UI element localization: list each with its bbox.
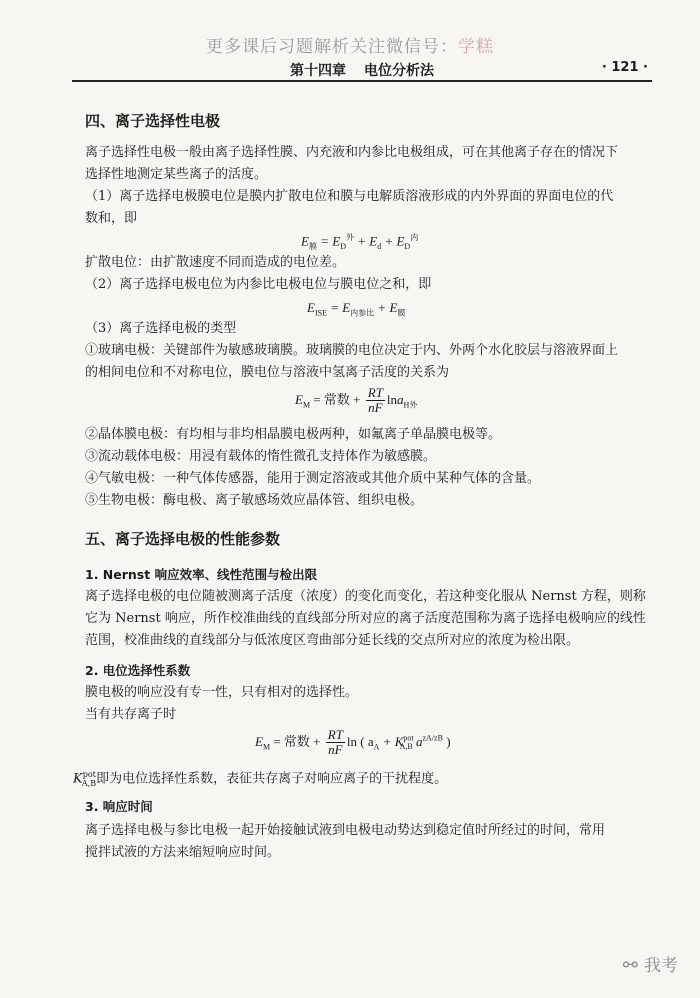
subsection-1-title: 1. Nernst 响应效率、线性范围与检出限 <box>85 567 318 582</box>
paragraph-line: 当有共存离子时 <box>85 707 177 722</box>
paragraph-line: 离子选择性电极一般由离子选择性膜、内充液和内参比电极组成，可在其他离子存在的情况下 <box>85 145 619 160</box>
section-4-title: 四、离子选择性电极 <box>85 112 221 130</box>
watermark: 更多课后习题解析关注微信号：学糕 <box>206 37 494 57</box>
paragraph-line: 搅拌试液的方法来缩短响应时间。 <box>85 845 281 860</box>
paragraph-line: 选择性地测定某些离子的活度。 <box>85 167 268 182</box>
wechat-logo: ⚯ 我考 <box>622 955 678 976</box>
equation-ise-potential: $E_{ISE} = E_{内参比} + E_膜$ <box>307 300 406 318</box>
paragraph-line: 膜电极的响应没有专一性，只有相对的选择性。 <box>85 685 359 700</box>
list-item: ④气敏电极：一种气体传感器，能用于测定溶液或其他介质中某种气体的含量。 <box>85 471 541 486</box>
equation-glass-electrode: $E_M$ = 常数 + $\frac{RT}{nF}$ lna$_{H外}$ <box>295 385 418 416</box>
paragraph-line: （2）离子选择电极电位为内参比电极电位与膜电位之和，即 <box>85 277 432 292</box>
paragraph-line: $K^{pot}_{A,B}$即为电位选择性系数，表征共存离子对响应离子的干扰程度。 <box>73 770 448 788</box>
paragraph-line: 的相间电位和不对称电位，膜电位与溶液中氢离子活度的关系为 <box>85 365 450 380</box>
list-item: ③流动载体电极：用浸有载体的惰性微孔支持体作为敏感膜。 <box>85 449 437 464</box>
equation-membrane-potential: $E_膜 = E_D^外 + E_d + E_D^内$ <box>301 233 419 251</box>
subsection-3-title: 3. 响应时间 <box>85 799 153 814</box>
list-item: ②晶体膜电极：有均相与非均相晶膜电极两种，如氟离子单晶膜电极等。 <box>85 427 502 442</box>
equation-selectivity: $E_M$ = 常数 + $\frac{RT}{nF}$ ln ( $a_A + K^{pot}_{A,B}$ $a^{zA/zB}$ ) <box>255 727 451 758</box>
paragraph-line: 范围，校准曲线的直线部分与低浓度区弯曲部分延长线的交点所对应的浓度为检出限。 <box>85 633 580 648</box>
wechat-icon: ⚯ <box>622 955 638 976</box>
paragraph-line: 离子选择电极与参比电极一起开始接触试液到电极电动势达到稳定值时所经过的时间，常用 <box>85 823 606 838</box>
section-5-title: 五、离子选择电极的性能参数 <box>85 530 281 548</box>
subsection-2-title: 2. 电位选择性系数 <box>85 663 191 678</box>
paragraph-line: 它为 Nernst 响应，所作校准曲线的直线部分所对应的离子活度范围称为离子选择电极响应的线性 <box>85 611 646 626</box>
chapter-title: 第十四章 电位分析法 <box>290 63 434 79</box>
list-item: ⑤生物电极：酶电极、离子敏感场效应晶体管、组织电极。 <box>85 493 424 508</box>
paragraph-line: 离子选择电极的电位随被测离子活度（浓度）的变化而变化，若这种变化服从 Nernst 方程，则称 <box>85 589 646 604</box>
paragraph-line: （3）离子选择电极的类型 <box>85 321 237 336</box>
page-header <box>72 58 652 82</box>
paragraph-line: 数和，即 <box>85 211 138 226</box>
paragraph-line: 扩散电位：由扩散速度不同而造成的电位差。 <box>85 255 346 270</box>
paragraph-line: ①玻璃电极：关键部件为敏感玻璃膜。玻璃膜的电位决定于内、外两个水化胶层与溶液界面上 <box>85 343 619 358</box>
paragraph-line: （1）离子选择电极膜电位是膜内扩散电位和膜与电解质溶液形成的内外界面的界面电位的代 <box>85 189 614 204</box>
page-number: · 121 · <box>601 60 648 75</box>
